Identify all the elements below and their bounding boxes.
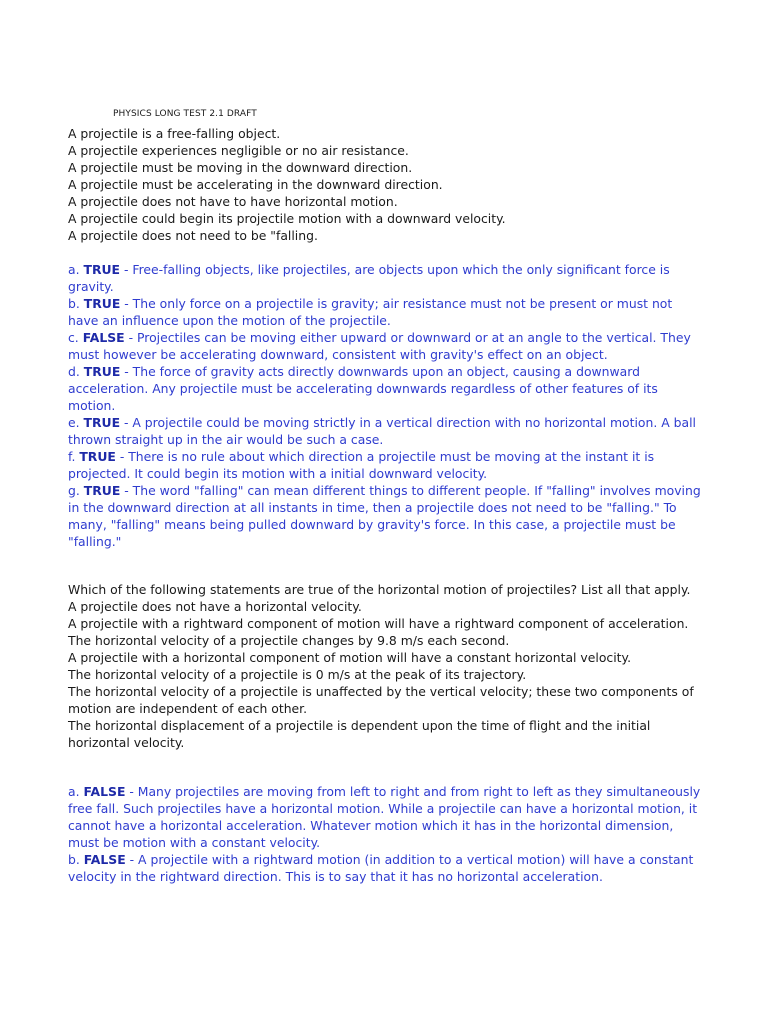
answer	[68, 851, 704, 885]
answer	[68, 448, 704, 482]
answer-letter: c.	[68, 330, 79, 345]
question1-statements	[68, 125, 704, 244]
statement: The horizontal velocity of a projectile is unaffected by the vertical velocity; these two components of motion are independent of each other.	[68, 684, 694, 716]
question2-answers	[68, 783, 704, 885]
statement: A projectile with a rightward component of motion will have a rightward component of acceleration.	[68, 616, 689, 631]
answer-verdict: FALSE	[83, 784, 126, 799]
answer-text: - Projectiles can be moving either upward or downward or at an angle to the vertical. They must however be accelerating downward, consistent with gravity's effect on an object.	[68, 330, 691, 362]
statement: The horizontal displacement of a projectile is dependent upon the time of flight and the initial horizontal velocity.	[68, 718, 651, 750]
statement: A projectile experiences negligible or no air resistance.	[68, 143, 409, 158]
statement: A projectile must be accelerating in the downward direction.	[68, 177, 443, 192]
answer-letter: d.	[68, 364, 80, 379]
answer	[68, 414, 704, 448]
answer-text: - Free-falling objects, like projectiles, are objects upon which the only significant force is gravity.	[68, 262, 670, 294]
answer-verdict: TRUE	[83, 415, 121, 430]
answer-letter: g.	[68, 483, 80, 498]
answer-verdict: TRUE	[83, 296, 121, 311]
statement: A projectile does not need to be "falling.	[68, 228, 318, 243]
answer	[68, 363, 704, 414]
answer-text: - A projectile could be moving strictly in a vertical direction with no horizontal motion. A ball thrown straight up in the air would be such a case.	[68, 415, 696, 447]
answer-text: - The force of gravity acts directly downwards upon an object, causing a downward acceleration. Any projectile must be accelerating downwards regardless of other features of its motion.	[68, 364, 658, 413]
answer-verdict: FALSE	[82, 330, 125, 345]
statement: The horizontal velocity of a projectile changes by 9.8 m/s each second.	[68, 633, 510, 648]
statement: The horizontal velocity of a projectile is 0 m/s at the peak of its trajectory.	[68, 667, 527, 682]
answer-text: - The word "falling" can mean different things to different people. If "falling" involves moving in the downward direction at all instants in time, then a projectile does not need to be "falling." To many, "falling" means being pulled downward by gravity's force. In this case, a projectile must be "falling."	[68, 483, 701, 549]
statement: A projectile does not have to have horizontal motion.	[68, 194, 398, 209]
answer	[68, 329, 704, 363]
answer	[68, 783, 704, 851]
statement: A projectile could begin its projectile motion with a downward velocity.	[68, 211, 506, 226]
statement: A projectile must be moving in the downward direction.	[68, 160, 413, 175]
question2-block	[68, 581, 704, 751]
document-title: PHYSICS LONG TEST 2.1 DRAFT	[113, 109, 257, 119]
question-prompt: Which of the following statements are true of the horizontal motion of projectiles? List all that apply.	[68, 582, 691, 597]
answer-verdict: FALSE	[83, 852, 126, 867]
answer-text: - There is no rule about which direction a projectile must be moving at the instant it is projected. It could begin its motion with a initial downward velocity.	[68, 449, 655, 481]
answer-letter: a.	[68, 784, 80, 799]
answer-letter: b.	[68, 852, 80, 867]
answer	[68, 261, 704, 295]
answer-verdict: TRUE	[83, 483, 121, 498]
statement: A projectile with a horizontal component of motion will have a constant horizontal velocity.	[68, 650, 632, 665]
answer-text: - Many projectiles are moving from left to right and from right to left as they simultaneously free fall. Such projectiles have a horizontal motion. While a projectile can have a horizontal motion, it cannot have a horizontal acceleration. Whatever motion which it has in the horizontal dimension, must be motion with a constant velocity.	[68, 784, 701, 850]
answer-text: - The only force on a projectile is gravity; air resistance must not be present or must not have an influence upon the motion of the projectile.	[68, 296, 673, 328]
question1-answers	[68, 261, 704, 550]
answer-verdict: TRUE	[79, 449, 116, 464]
answer-text: - A projectile with a rightward motion (in addition to a vertical motion) will have a constant velocity in the rightward direction. This is to say that it has no horizontal acceleration.	[68, 852, 694, 884]
answer-verdict: TRUE	[83, 364, 121, 379]
answer-letter: f.	[68, 449, 76, 464]
answer	[68, 295, 704, 329]
answer	[68, 482, 704, 550]
answer-letter: e.	[68, 415, 80, 430]
answer-letter: a.	[68, 262, 80, 277]
answer-verdict: TRUE	[83, 262, 121, 277]
statement: A projectile does not have a horizontal velocity.	[68, 599, 362, 614]
answer-letter: b.	[68, 296, 80, 311]
statement: A projectile is a free-falling object.	[68, 126, 281, 141]
